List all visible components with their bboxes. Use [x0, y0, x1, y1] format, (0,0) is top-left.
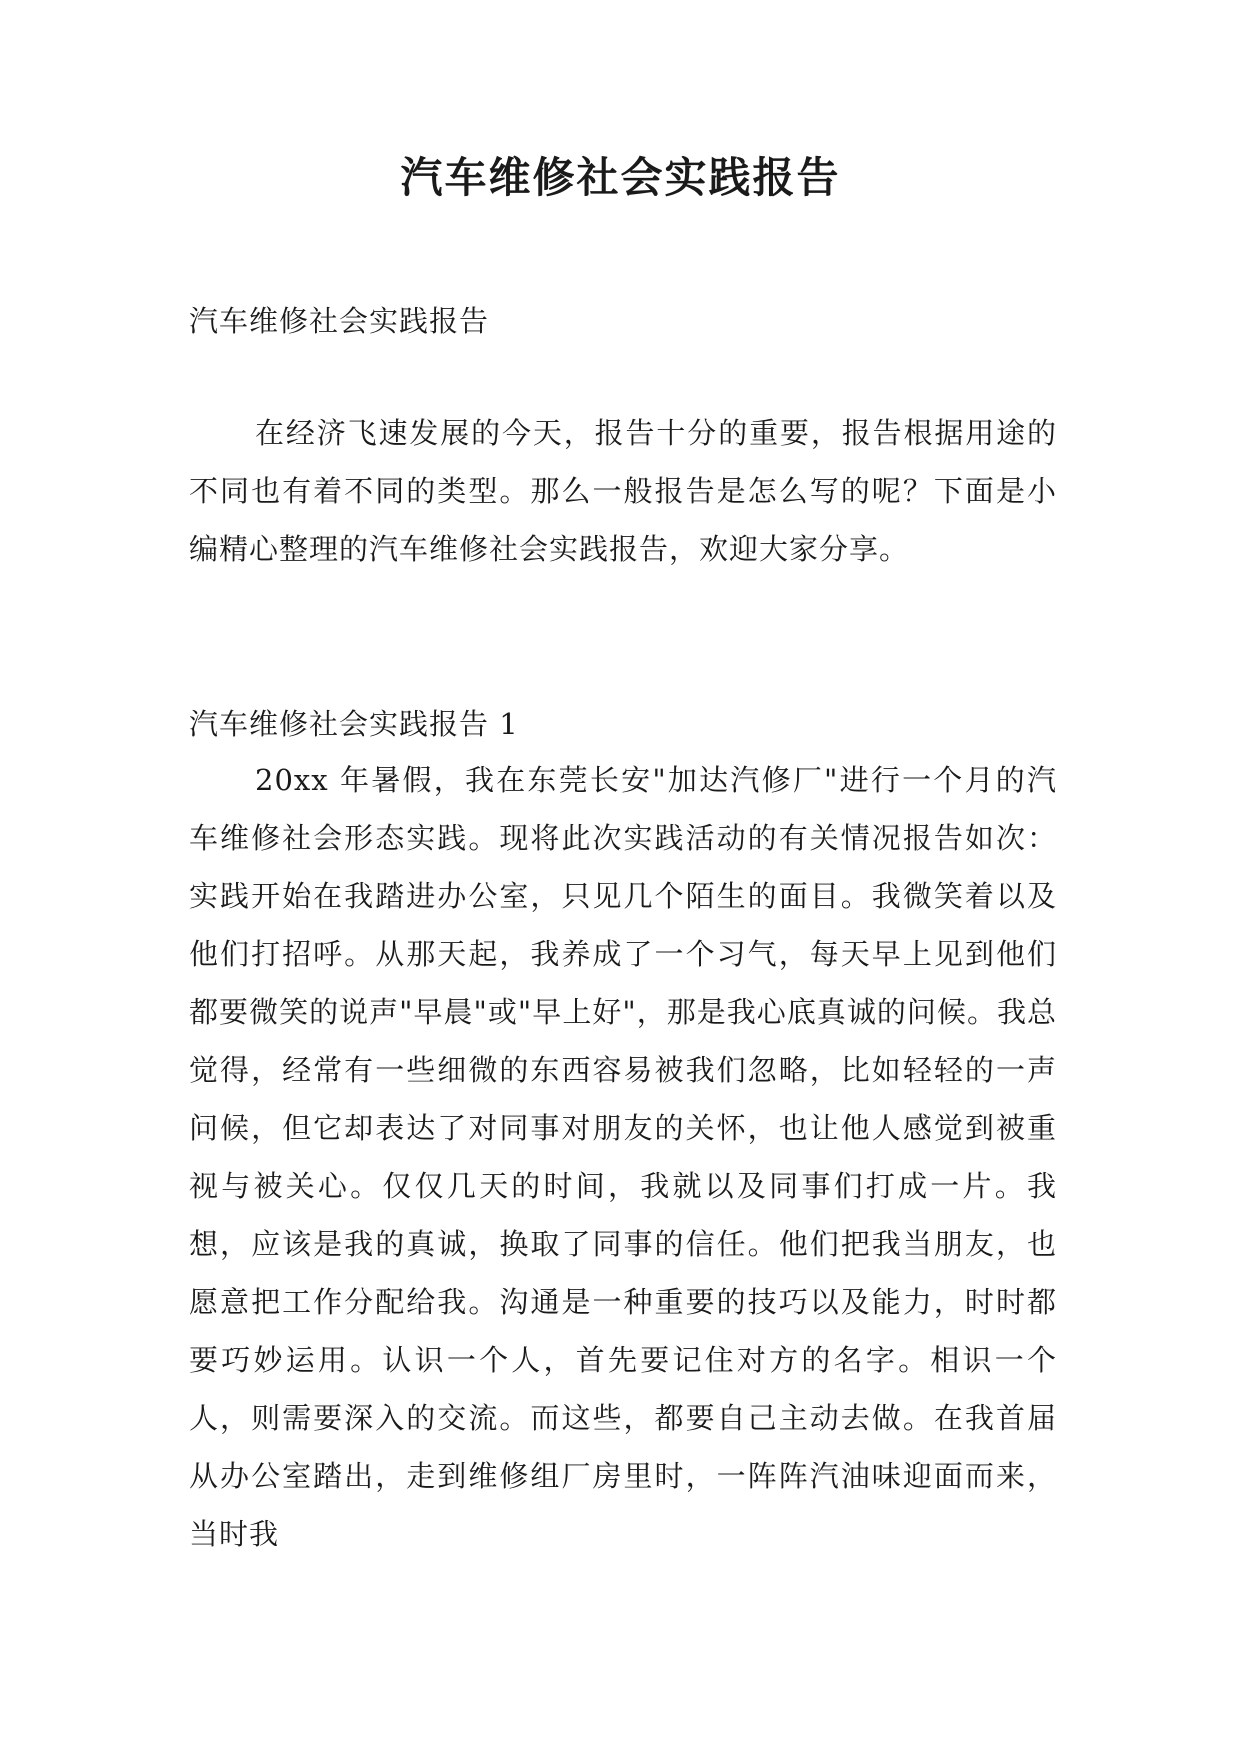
- intro-paragraph: 在经济飞速发展的今天，报告十分的重要，报告根据用途的不同也有着不同的类型。那么一般报告是怎么写的呢？下面是小编精心整理的汽车维修社会实践报告，欢迎大家分享。: [189, 416, 1057, 566]
- document-subtitle: 汽车维修社会实践报告: [189, 304, 490, 338]
- document-title: 汽车维修社会实践报告: [400, 153, 841, 202]
- section-heading: 汽车维修社会实践报告 1: [189, 707, 519, 741]
- body-paragraph: 20xx 年暑假，我在东莞长安"加达汽修厂"进行一个月的汽车维修社会形态实践。现将此次实践活动的有关情况报告如次：实践开始在我踏进办公室，只见几个陌生的面目。我微笑着以及他们打招呼。从那天起，我养成了一个习气，每天早上见到他们都要微笑的说声"早晨"或"早上好"，那是我心底真诚的问候。我总觉得，经常有一些细微的东西容易被我们忽略，比如轻轻的一声问候，但它却表达了对同事对朋友的关怀，也让他人感觉到被重视与被关心。仅仅几天的时间，我就以及同事们打成一片。我想，应该是我的真诚，换取了同事的信任。他们把我当朋友，也愿意把工作分配给我。沟通是一种重要的技巧以及能力，时时都要巧妙运用。认识一个人，首先要记住对方的名字。相识一个人，则需要深入的交流。而这些，都要自己主动去做。在我首届从办公室踏出，走到维修组厂房里时，一阵阵汽油味迎面而来，当时我: [189, 763, 1057, 1551]
